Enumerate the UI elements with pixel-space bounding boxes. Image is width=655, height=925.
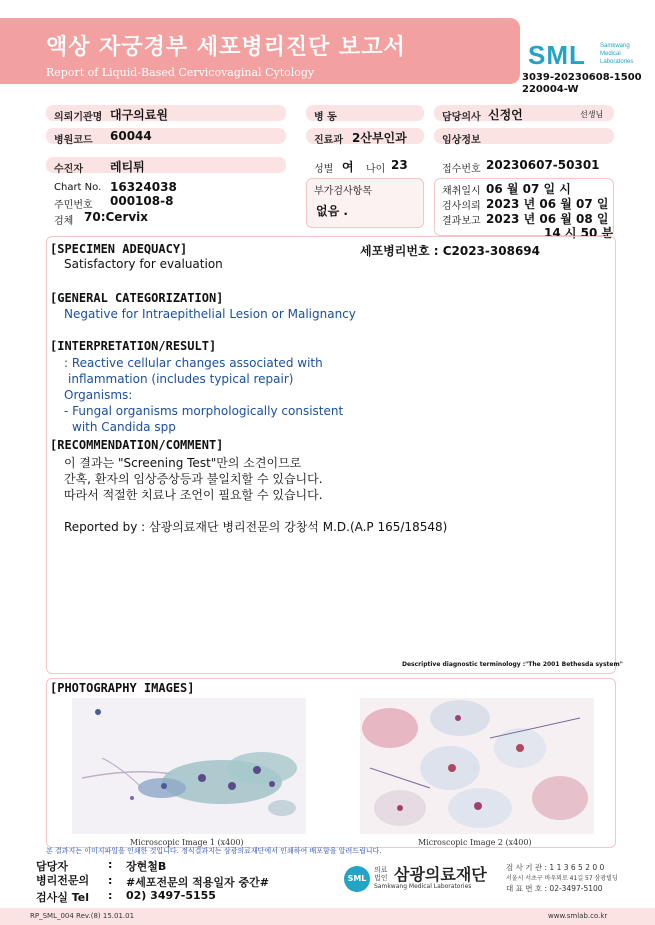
sex-value: 여 <box>342 160 354 174</box>
hospital-label: 의뢰기관명 <box>54 112 103 123</box>
receipt-label: 접수번호 <box>442 164 481 175</box>
foundation-prefix: 의료 법인 <box>374 866 388 882</box>
interpretation-line: - Fungal organisms morphologically consistent <box>64 404 344 418</box>
interpretation-heading: [INTERPRETATION/RESULT] <box>50 339 217 353</box>
image-notice: 본 결과지는 이미지파일을 인쇄한 것입니다. 정식결과지는 삼광의료재단에서 인쇄하여 배포함을 알려드립니다. <box>46 847 382 855</box>
microscopic-image-2 <box>360 698 594 834</box>
resident-value: 000108-8 <box>110 194 174 208</box>
colon: : <box>108 874 113 887</box>
sml-logo-sub: Samkwang Medical Laboratories <box>600 43 634 65</box>
doctor-value: 신정언 <box>488 108 523 122</box>
request-label: 검사의뢰 <box>442 201 481 212</box>
age-value: 23 <box>391 158 408 172</box>
pathologist-label: 병리전문의 <box>36 874 90 887</box>
recommendation-line: 이 결과는 "Screening Test"만의 소견이므로 <box>64 456 302 470</box>
clinical-label: 임상정보 <box>442 135 481 146</box>
resident-label: 주민번호 <box>54 200 93 211</box>
document-number: 3039-20230608-1500 220004-W <box>522 72 642 95</box>
caption-1: Microscopic Image 1 (x400) <box>130 838 244 847</box>
patient-value: 레티튀 <box>110 160 145 174</box>
reported-by: Reported by : 삼광의료재단 병리전문의 강창석 M.D.(A.P 165/18548) <box>64 520 448 534</box>
code-label: 병원코드 <box>54 135 93 146</box>
hospital-value: 대구의료원 <box>110 108 168 122</box>
adequacy-heading: [SPECIMEN ADEQUACY] <box>50 242 188 256</box>
receipt-value: 20230607-50301 <box>486 158 600 172</box>
specimen-label: 검체 <box>54 216 74 227</box>
request-value: 2023 년 06 월 07 일 <box>486 197 609 211</box>
caption-2: Microscopic Image 2 (x400) <box>418 838 532 847</box>
dept-value: 2산부인과 <box>352 131 407 145</box>
pathologist-value: #세포전문의 적용일자 중간# <box>126 876 269 889</box>
chart-label: Chart No. <box>54 182 102 193</box>
sex-label: 성별 <box>314 164 334 175</box>
general-heading: [GENERAL CATEGORIZATION] <box>50 291 224 305</box>
form-code: RP_SML_004 Rev.(8) 15.01.01 <box>30 912 135 920</box>
main-phone: 대 표 번 호 : 02-3497-5100 <box>506 884 603 893</box>
manager-label: 담당자 <box>36 860 68 873</box>
doctor-label: 담당의사 <box>442 112 481 123</box>
colon: : <box>108 858 113 871</box>
terminology-note: Descriptive diagnostic terminology :"The 2001 Bethesda system" <box>402 661 623 668</box>
foundation-name: 삼광의료재단 <box>394 865 487 884</box>
result-label: 결과보고 <box>442 216 481 227</box>
extra-value: 없음 . <box>316 204 348 218</box>
manager-value: 장현철B <box>126 860 167 873</box>
photo-heading: [PHOTOGRAPHY IMAGES] <box>50 681 195 695</box>
interpretation-line: : Reactive cellular changes associated with <box>64 356 323 370</box>
foundation-logo-icon: SML <box>344 866 370 892</box>
result-time: 14 시 50 분 <box>544 226 614 240</box>
interpretation-line: Organisms: <box>64 388 133 402</box>
general-text: Negative for Intraepithelial Lesion or Malignancy <box>64 307 356 321</box>
extra-label: 부가검사항목 <box>314 186 372 197</box>
chart-value: 16324038 <box>110 180 177 194</box>
cytology-number: 세포병리번호 : C2023-308694 <box>360 244 540 258</box>
result-value: 2023 년 06 월 08 일 <box>486 212 609 226</box>
address: 서울시 서초구 바우뫼로 41길 57 삼광빌딩 <box>506 875 618 882</box>
website-link[interactable]: www.smlab.co.kr <box>548 912 608 920</box>
specimen-value: 70:Cervix <box>84 210 149 224</box>
recommendation-line: 따라서 적절한 치료나 조언이 필요할 수 있습니다. <box>64 488 323 502</box>
interpretation-line: with Candida spp <box>72 420 176 434</box>
foundation-en: Samkwang Medical Laboratories <box>374 883 472 890</box>
colon: : <box>108 889 113 902</box>
code-value: 60044 <box>110 129 152 143</box>
tel-value: 02) 3497-5155 <box>126 889 216 902</box>
collect-label: 채취일시 <box>442 186 481 197</box>
patient-label: 수진자 <box>54 164 83 175</box>
report-title: 액상 자궁경부 세포병리진단 보고서 <box>46 35 406 60</box>
sml-logo: SML <box>528 40 586 70</box>
ward-label: 병 동 <box>314 112 337 123</box>
tel-label: 검사실 Tel <box>36 891 89 904</box>
dept-label: 진료과 <box>314 135 343 146</box>
age-label: 나이 <box>366 164 386 175</box>
microscopic-image-1 <box>72 698 306 834</box>
doctor-suffix: 선생님 <box>580 110 604 119</box>
report-subtitle: Report of Liquid-Based Cervicovaginal Cytology <box>46 66 315 79</box>
collect-value: 06 월 07 일 시 <box>486 182 571 196</box>
org-code: 검 사 기 관 : 1 1 3 6 5 2 0 0 <box>506 863 605 872</box>
interpretation-line: inflammation (includes typical repair) <box>68 372 294 386</box>
recommendation-line: 간혹, 환자의 임상증상등과 불일치할 수 있습니다. <box>64 472 323 486</box>
adequacy-text: Satisfactory for evaluation <box>64 257 223 271</box>
recommendation-heading: [RECOMMENDATION/COMMENT] <box>50 438 224 452</box>
